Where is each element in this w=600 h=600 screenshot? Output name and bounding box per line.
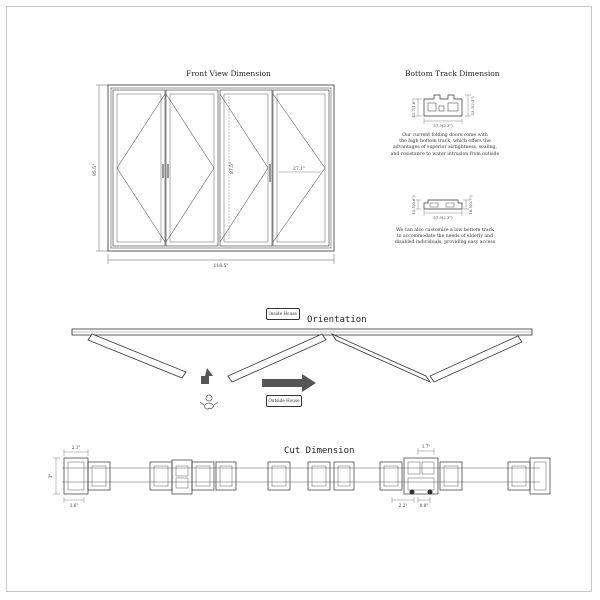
cut-right-top: 1.7" [421,444,431,449]
cut-left-bottom: 1.6" [69,503,79,508]
low-track-height-left: 15.5(0.6") [411,195,416,215]
cut-left-top: 2.1" [71,445,81,450]
person-icon [200,395,218,409]
cut-left-height: 3" [48,473,53,479]
overall-width-label: 118.5" [213,264,229,269]
bottom-track-title: Bottom Track Dimension [405,69,500,78]
low-track-description: We can also customize a low bottom track to accommodate the needs of elderly and disabled individuals, providing easy access [394,228,496,246]
front-view-elevation [96,85,334,264]
panel-height-label: 87.5" [230,161,235,175]
low-track-profile [416,200,469,216]
high-track-width: 57.3(2.3") [433,123,453,128]
high-track-description: Our current folding doors come with the high bottom track, which offers the advantages of superior airtightness, sealing, and resistance to water intrusion from outside [390,133,500,157]
cut-right-bottom-b: 0.8" [419,503,429,508]
inside-house-label: Inside House [266,308,300,320]
orientation-title: Orientation [307,315,367,325]
front-view-title: Front View Dimension [186,69,271,78]
inside-arrow [201,368,213,384]
overall-height-label: 95.5" [93,163,98,177]
high-track-height-left: 41.7(1.6") [411,98,416,118]
cut-dimension-title: Cut Dimension [284,446,355,456]
low-track-width: 57.3(2.3") [433,215,453,220]
high-track-height-right: 53.3(2.1") [470,96,475,116]
high-track-profile [416,95,471,124]
outside-arrow [262,374,316,392]
low-track-height-right: 16.5(0.7") [468,195,473,215]
cut-section [53,448,550,503]
outside-house-label: Outside House [266,395,302,407]
panel-width-label: 27.1" [292,167,306,172]
cut-right-bottom-a: 2.2" [398,503,408,508]
